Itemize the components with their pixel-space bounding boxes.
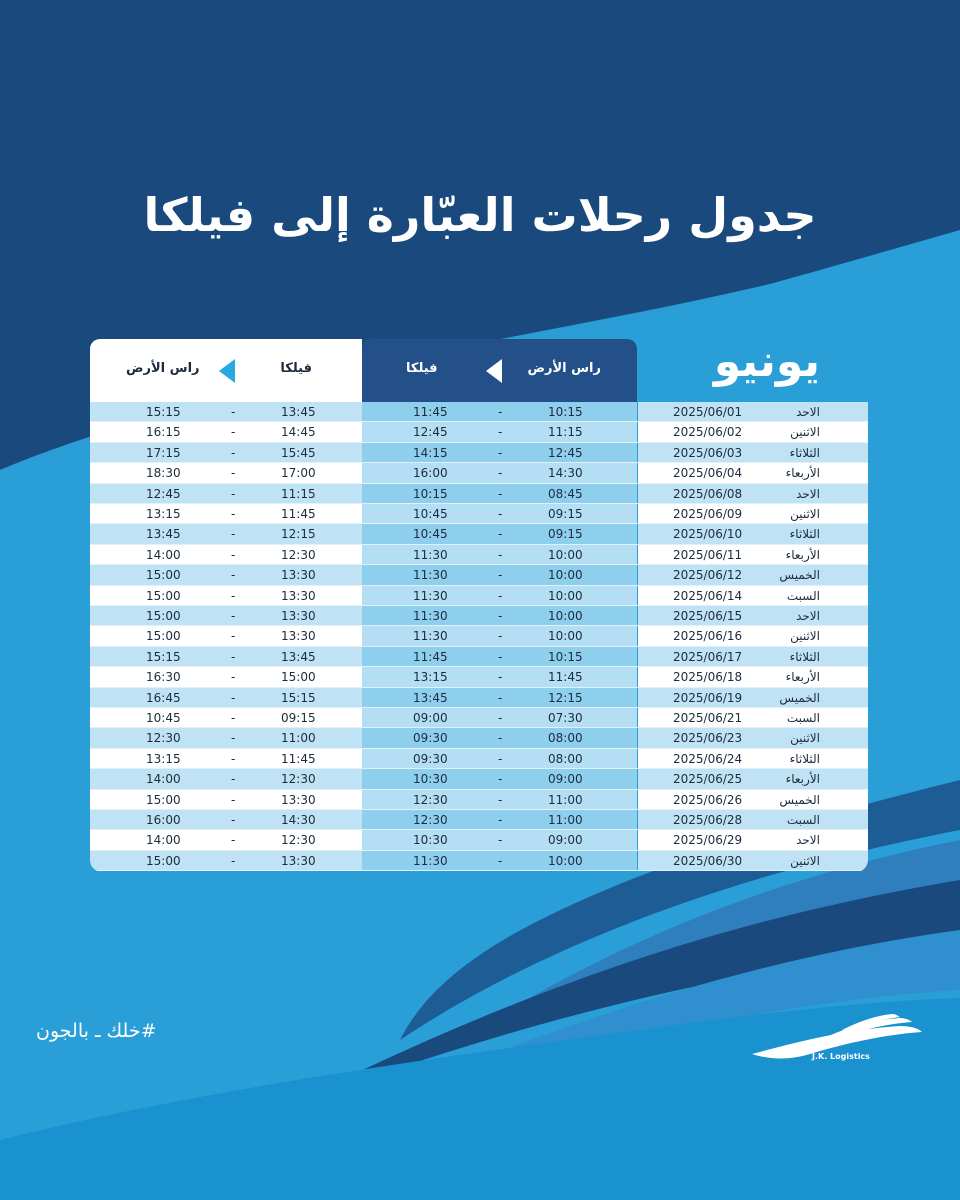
ship-logo-icon (750, 1010, 926, 1070)
left-column-bg (90, 586, 362, 606)
arrive-failaka-cell: 10:45 (413, 527, 448, 542)
separator-cell: - (231, 486, 236, 501)
logo-text: J.K. Logistics (812, 1052, 870, 1061)
left-column-bg (90, 626, 362, 646)
date-cell: 2025/06/08 (673, 486, 743, 501)
depart-ras-alard-cell: 09:15 (548, 507, 583, 521)
day-cell: الثلاثاء (789, 751, 820, 766)
table-row (90, 565, 868, 585)
separator-cell: - (231, 792, 236, 807)
table-row (90, 422, 868, 442)
left-column-bg (90, 545, 362, 565)
depart-failaka-cell: 14:45 (281, 425, 316, 440)
arrive-failaka-cell: 10:45 (413, 507, 448, 521)
day-cell: الثلاثاء (789, 649, 820, 664)
separator-cell: - (231, 568, 236, 583)
depart-ras-alard-cell: 11:45 (548, 670, 583, 685)
arrive-ras-alard-cell: 15:15 (146, 649, 181, 664)
table-row (90, 851, 868, 871)
left-column-bg (90, 769, 362, 789)
depart-ras-alard-cell: 09:00 (548, 833, 583, 848)
depart-failaka-cell: 13:30 (281, 588, 316, 603)
day-cell: الأربعاء (785, 772, 820, 787)
arrive-failaka-cell: 11:30 (413, 588, 448, 603)
table-row (90, 830, 868, 850)
table-row (90, 749, 868, 769)
arrive-failaka-cell: 11:30 (413, 629, 448, 644)
table-row (90, 586, 868, 606)
arrive-ras-alard-cell: 15:00 (146, 568, 181, 583)
separator-cell: - (498, 833, 503, 848)
table-row (90, 728, 868, 748)
arrive-failaka-cell: 14:15 (413, 445, 448, 460)
separator-cell: - (498, 527, 503, 542)
table-row (90, 463, 868, 483)
header-outbound-to: فيلكا (406, 361, 438, 376)
arrive-failaka-cell: 12:30 (413, 813, 448, 827)
arrow-left-icon (486, 359, 502, 383)
day-cell: الاحد (796, 486, 820, 501)
left-column-bg (90, 688, 362, 708)
separator-cell: - (231, 772, 236, 787)
left-column-bg (90, 606, 362, 626)
date-cell: 2025/06/28 (673, 813, 743, 827)
depart-failaka-cell: 13:30 (281, 853, 316, 868)
day-cell: الأربعاء (785, 547, 820, 562)
left-column-bg (90, 851, 362, 871)
depart-failaka-cell: 13:30 (281, 609, 316, 623)
day-cell: السبت (786, 588, 820, 603)
depart-failaka-cell: 15:45 (281, 445, 316, 460)
left-column-bg (90, 749, 362, 769)
date-cell: 2025/06/04 (673, 466, 743, 481)
separator-cell: - (498, 425, 503, 440)
arrive-failaka-cell: 13:15 (413, 670, 448, 685)
left-column-bg (90, 422, 362, 442)
day-cell: الاثنين (790, 731, 820, 746)
depart-ras-alard-cell: 11:15 (548, 425, 583, 440)
depart-ras-alard-cell: 10:00 (548, 609, 583, 623)
separator-cell: - (498, 813, 503, 827)
separator-cell: - (231, 425, 236, 440)
day-cell: الاحد (796, 609, 820, 623)
schedule-table (90, 402, 868, 872)
table-row (90, 667, 868, 687)
separator-cell: - (231, 547, 236, 562)
day-cell: الثلاثاء (789, 527, 820, 542)
separator-cell: - (498, 670, 503, 685)
depart-ras-alard-cell: 08:00 (548, 731, 583, 746)
separator-cell: - (498, 731, 503, 746)
separator-cell: - (231, 853, 236, 868)
row-divider (90, 870, 868, 871)
left-column-bg (90, 708, 362, 728)
depart-ras-alard-cell: 11:00 (548, 792, 583, 807)
arrive-ras-alard-cell: 12:30 (146, 731, 181, 746)
separator-cell: - (231, 649, 236, 664)
depart-failaka-cell: 11:45 (281, 507, 316, 521)
table-row (90, 769, 868, 789)
arrive-failaka-cell: 10:30 (413, 772, 448, 787)
arrive-failaka-cell: 09:00 (413, 711, 448, 725)
arrive-failaka-cell: 11:30 (413, 568, 448, 583)
day-cell: الاثنين (790, 629, 820, 644)
separator-cell: - (498, 690, 503, 705)
separator-cell: - (498, 629, 503, 644)
depart-failaka-cell: 15:15 (281, 690, 316, 705)
depart-ras-alard-cell: 11:00 (548, 813, 583, 827)
depart-ras-alard-cell: 10:00 (548, 568, 583, 583)
date-cell: 2025/06/01 (673, 405, 743, 419)
separator-cell: - (231, 670, 236, 685)
left-column-bg (90, 790, 362, 810)
arrive-ras-alard-cell: 14:00 (146, 833, 181, 848)
date-cell: 2025/06/17 (673, 649, 743, 664)
left-column-bg (90, 524, 362, 544)
day-cell: الاثنين (790, 425, 820, 440)
left-column-bg (90, 647, 362, 667)
depart-failaka-cell: 14:30 (281, 813, 316, 827)
date-cell: 2025/06/16 (673, 629, 743, 644)
arrive-failaka-cell: 16:00 (413, 466, 448, 481)
date-cell: 2025/06/12 (673, 568, 743, 583)
date-cell: 2025/06/03 (673, 445, 743, 460)
left-column-bg (90, 484, 362, 504)
arrive-ras-alard-cell: 15:00 (146, 588, 181, 603)
separator-cell: - (231, 405, 236, 419)
separator-cell: - (231, 507, 236, 521)
left-column-bg (90, 830, 362, 850)
table-row (90, 524, 868, 544)
arrive-ras-alard-cell: 16:30 (146, 670, 181, 685)
left-column-bg (90, 443, 362, 463)
arrive-failaka-cell: 10:15 (413, 486, 448, 501)
arrive-failaka-cell: 11:45 (413, 649, 448, 664)
date-cell: 2025/06/29 (673, 833, 743, 848)
date-cell: 2025/06/10 (673, 527, 743, 542)
date-cell: 2025/06/21 (673, 711, 743, 725)
table-row (90, 545, 868, 565)
day-cell: السبت (786, 711, 820, 725)
header-outbound-from: راس الأرض (527, 361, 601, 376)
left-column-bg (90, 810, 362, 830)
day-cell: الاحد (796, 405, 820, 419)
separator-cell: - (231, 609, 236, 623)
arrive-failaka-cell: 12:30 (413, 792, 448, 807)
arrive-ras-alard-cell: 16:00 (146, 813, 181, 827)
arrive-ras-alard-cell: 15:15 (146, 405, 181, 419)
date-cell: 2025/06/26 (673, 792, 743, 807)
arrive-ras-alard-cell: 16:15 (146, 425, 181, 440)
day-cell: السبت (786, 813, 820, 827)
separator-cell: - (498, 445, 503, 460)
depart-ras-alard-cell: 07:30 (548, 711, 583, 725)
table-row (90, 606, 868, 626)
separator-cell: - (498, 711, 503, 725)
table-row (90, 647, 868, 667)
table-row (90, 708, 868, 728)
depart-failaka-cell: 13:30 (281, 629, 316, 644)
depart-ras-alard-cell: 10:00 (548, 853, 583, 868)
month-label: يونيو (713, 336, 820, 387)
date-cell: 2025/06/14 (673, 588, 743, 603)
header-return (90, 339, 362, 402)
left-column-bg (90, 667, 362, 687)
arrive-failaka-cell: 11:45 (413, 405, 448, 419)
separator-cell: - (498, 507, 503, 521)
depart-failaka-cell: 11:15 (281, 486, 316, 501)
arrive-ras-alard-cell: 14:00 (146, 772, 181, 787)
depart-failaka-cell: 15:00 (281, 670, 316, 685)
arrive-ras-alard-cell: 10:45 (146, 711, 181, 725)
separator-cell: - (231, 751, 236, 766)
table-row (90, 443, 868, 463)
separator-cell: - (498, 547, 503, 562)
separator-cell: - (498, 588, 503, 603)
date-cell: 2025/06/19 (673, 690, 743, 705)
arrive-failaka-cell: 09:30 (413, 751, 448, 766)
depart-failaka-cell: 12:15 (281, 527, 316, 542)
depart-ras-alard-cell: 12:45 (548, 445, 583, 460)
arrive-failaka-cell: 13:45 (413, 690, 448, 705)
arrive-ras-alard-cell: 18:30 (146, 466, 181, 481)
arrive-ras-alard-cell: 15:00 (146, 629, 181, 644)
depart-failaka-cell: 13:45 (281, 405, 316, 419)
separator-cell: - (498, 609, 503, 623)
arrive-ras-alard-cell: 13:15 (146, 507, 181, 521)
separator-cell: - (231, 833, 236, 848)
hashtag: #خلك ـ بالجون (36, 1020, 157, 1042)
date-cell: 2025/06/09 (673, 507, 743, 521)
table-row (90, 402, 868, 422)
arrive-ras-alard-cell: 13:45 (146, 527, 181, 542)
depart-failaka-cell: 17:00 (281, 466, 316, 481)
day-cell: الأربعاء (785, 466, 820, 481)
separator-cell: - (498, 792, 503, 807)
separator-cell: - (498, 466, 503, 481)
day-cell: الخميس (779, 568, 820, 583)
day-cell: الأربعاء (785, 670, 820, 685)
date-cell: 2025/06/02 (673, 425, 743, 440)
separator-cell: - (231, 731, 236, 746)
separator-cell: - (498, 649, 503, 664)
depart-failaka-cell: 11:45 (281, 751, 316, 766)
arrive-failaka-cell: 11:30 (413, 609, 448, 623)
depart-ras-alard-cell: 10:15 (548, 405, 583, 419)
separator-cell: - (231, 445, 236, 460)
depart-ras-alard-cell: 12:15 (548, 690, 583, 705)
depart-failaka-cell: 12:30 (281, 547, 316, 562)
left-column-bg (90, 504, 362, 524)
separator-cell: - (231, 588, 236, 603)
depart-ras-alard-cell: 10:00 (548, 547, 583, 562)
page-title: جدول رحلات العبّارة إلى فيلكا (143, 188, 817, 242)
arrive-failaka-cell: 11:30 (413, 853, 448, 868)
table-row (90, 626, 868, 646)
arrive-failaka-cell: 12:45 (413, 425, 448, 440)
depart-ras-alard-cell: 14:30 (548, 466, 583, 481)
arrive-failaka-cell: 11:30 (413, 547, 448, 562)
depart-failaka-cell: 11:00 (281, 731, 316, 746)
day-cell: الاثنين (790, 507, 820, 521)
separator-cell: - (498, 751, 503, 766)
arrive-ras-alard-cell: 15:00 (146, 609, 181, 623)
depart-ras-alard-cell: 08:00 (548, 751, 583, 766)
depart-ras-alard-cell: 10:15 (548, 649, 583, 664)
arrive-ras-alard-cell: 15:00 (146, 853, 181, 868)
day-cell: الخميس (779, 792, 820, 807)
arrive-ras-alard-cell: 14:00 (146, 547, 181, 562)
arrive-ras-alard-cell: 17:15 (146, 445, 181, 460)
arrive-ras-alard-cell: 16:45 (146, 690, 181, 705)
separator-cell: - (231, 466, 236, 481)
depart-failaka-cell: 13:30 (281, 792, 316, 807)
header-outbound (362, 339, 637, 402)
arrive-ras-alard-cell: 15:00 (146, 792, 181, 807)
date-cell: 2025/06/15 (673, 609, 743, 623)
left-column-bg (90, 463, 362, 483)
table-row (90, 504, 868, 524)
left-column-bg (90, 728, 362, 748)
arrive-ras-alard-cell: 13:15 (146, 751, 181, 766)
left-column-bg (90, 402, 362, 422)
depart-ras-alard-cell: 10:00 (548, 629, 583, 644)
date-cell: 2025/06/23 (673, 731, 743, 746)
depart-failaka-cell: 13:45 (281, 649, 316, 664)
arrow-left-icon (219, 359, 235, 383)
date-cell: 2025/06/11 (673, 547, 743, 562)
date-cell: 2025/06/18 (673, 670, 743, 685)
table-row (90, 790, 868, 810)
date-cell: 2025/06/24 (673, 751, 743, 766)
table-row (90, 484, 868, 504)
date-cell: 2025/06/30 (673, 853, 743, 868)
table-row (90, 688, 868, 708)
header-return-from: فيلكا (280, 361, 312, 376)
arrive-failaka-cell: 10:30 (413, 833, 448, 848)
day-cell: الاحد (796, 833, 820, 848)
separator-cell: - (498, 486, 503, 501)
separator-cell: - (498, 772, 503, 787)
depart-failaka-cell: 12:30 (281, 833, 316, 848)
day-cell: الخميس (779, 690, 820, 705)
separator-cell: - (231, 690, 236, 705)
separator-cell: - (231, 629, 236, 644)
table-row (90, 810, 868, 830)
arrive-failaka-cell: 09:30 (413, 731, 448, 746)
depart-failaka-cell: 13:30 (281, 568, 316, 583)
separator-cell: - (231, 711, 236, 725)
header-return-to: راس الأرض (126, 361, 200, 376)
depart-ras-alard-cell: 10:00 (548, 588, 583, 603)
date-cell: 2025/06/25 (673, 772, 743, 787)
separator-cell: - (231, 527, 236, 542)
day-cell: الثلاثاء (789, 445, 820, 460)
separator-cell: - (231, 813, 236, 827)
left-column-bg (90, 565, 362, 585)
depart-failaka-cell: 12:30 (281, 772, 316, 787)
separator-cell: - (498, 405, 503, 419)
day-cell: الاثنين (790, 853, 820, 868)
depart-ras-alard-cell: 08:45 (548, 486, 583, 501)
depart-ras-alard-cell: 09:00 (548, 772, 583, 787)
separator-cell: - (498, 853, 503, 868)
arrive-ras-alard-cell: 12:45 (146, 486, 181, 501)
depart-failaka-cell: 09:15 (281, 711, 316, 725)
separator-cell: - (498, 568, 503, 583)
depart-ras-alard-cell: 09:15 (548, 527, 583, 542)
